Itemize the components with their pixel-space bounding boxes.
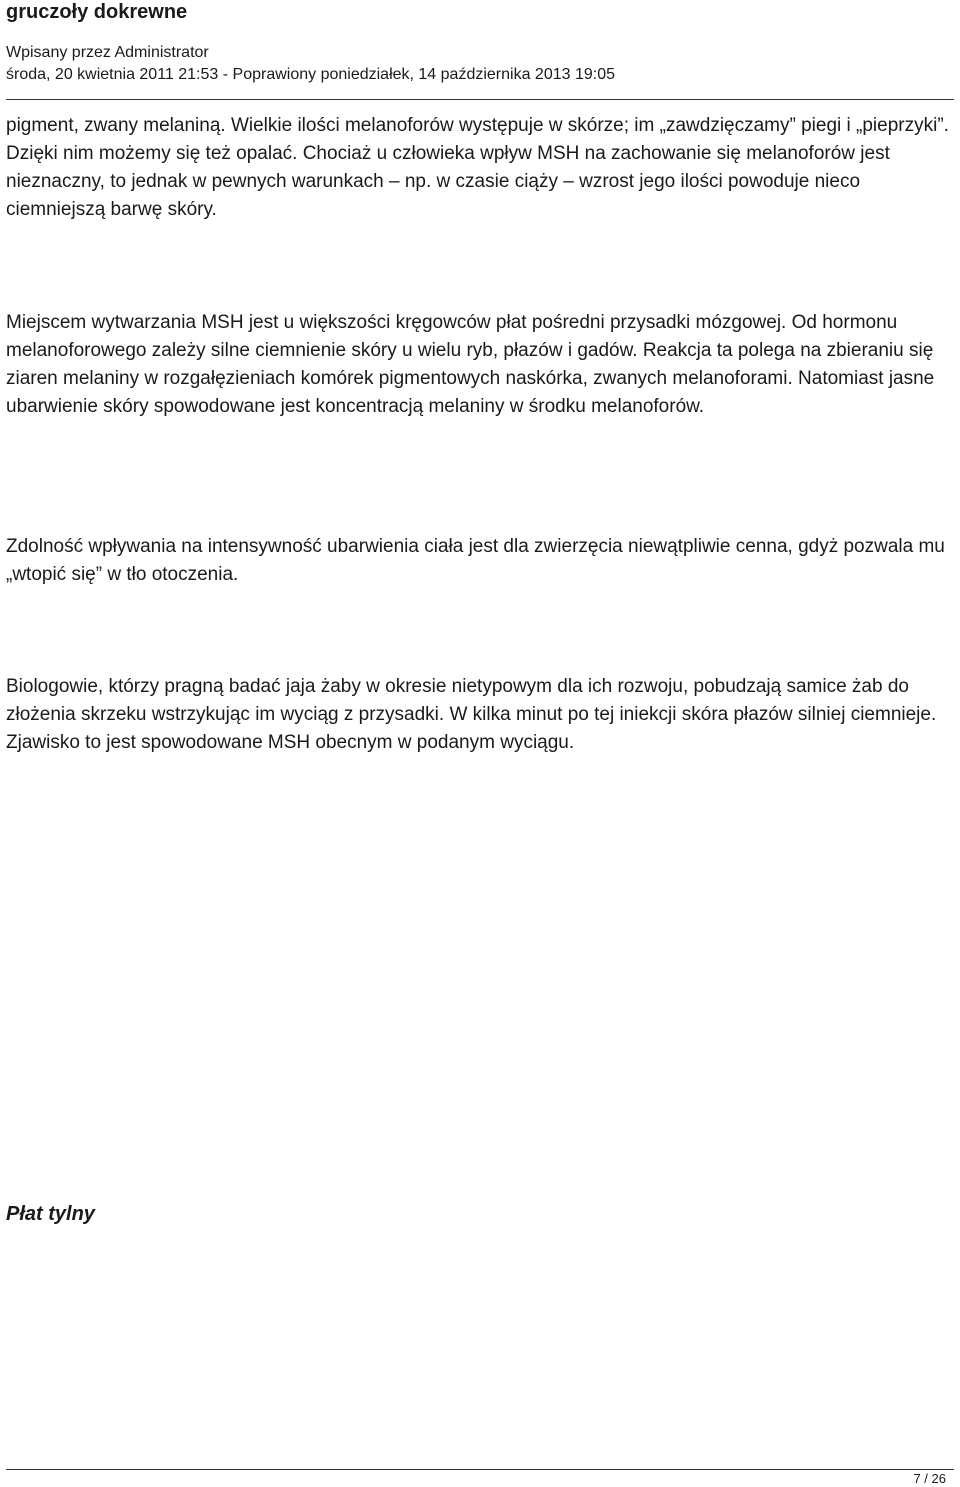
- author-line: Wpisany przez Administrator: [6, 44, 209, 61]
- section-subheading: Płat tylny: [6, 1203, 95, 1225]
- paragraph-2: Miejscem wytwarzania MSH jest u większości kręgowców płat pośredni przysadki mózgowej. Od hormonu melanoforowego zależy silne ciemnienie skóry u wielu ryb, płazów i gadów. Reakcja ta polega na zbieraniu się ziaren melaniny w rozgałęzieniach komórek pigmentowych naskórka, zwanych melanoforami. Natomiast jasne ubarwienie skóry spowodowane jest koncentracją melaniny w środku melanoforów.: [6, 312, 935, 417]
- paragraph-3: Zdolność wpływania na intensywność ubarwienia ciała jest dla zwierzęcia niewątpliwie cenna, gdyż pozwala mu „wtopić się” w tło otoczenia.: [6, 536, 945, 585]
- document-title: gruczoły dokrewne: [6, 1, 188, 23]
- date-line: środa, 20 kwietnia 2011 21:53 - Poprawiony poniedziałek, 14 października 2013 19:05: [6, 66, 615, 83]
- header-divider: [6, 99, 954, 100]
- footer-divider: [6, 1469, 954, 1470]
- paragraph-1: pigment, zwany melaniną. Wielkie ilości melanoforów występuje w skórze; im „zawdzięczamy” piegi i „pieprzyki”. Dzięki nim możemy się też opalać. Chociaż u człowieka wpływ MSH na zachowanie się melanoforów jest nieznaczny, to jednak w pewnych warunkach – np. w czasie ciąży – wzrost jego ilości powoduje nieco ciemniejszą barwę skóry.: [6, 115, 949, 220]
- document-header: [6, 0, 954, 86]
- paragraph-4: Biologowie, którzy pragną badać jaja żaby w okresie nietypowym dla ich rozwoju, pobudzają samice żab do złożenia skrzeku wstrzykując im wyciąg z przysadki. W kilka minut po tej iniekcji skóra płazów silniej ciemnieje. Zjawisko to jest spowodowane MSH obecnym w podanym wyciągu.: [6, 676, 937, 753]
- page-number: 7 / 26: [913, 1471, 946, 1486]
